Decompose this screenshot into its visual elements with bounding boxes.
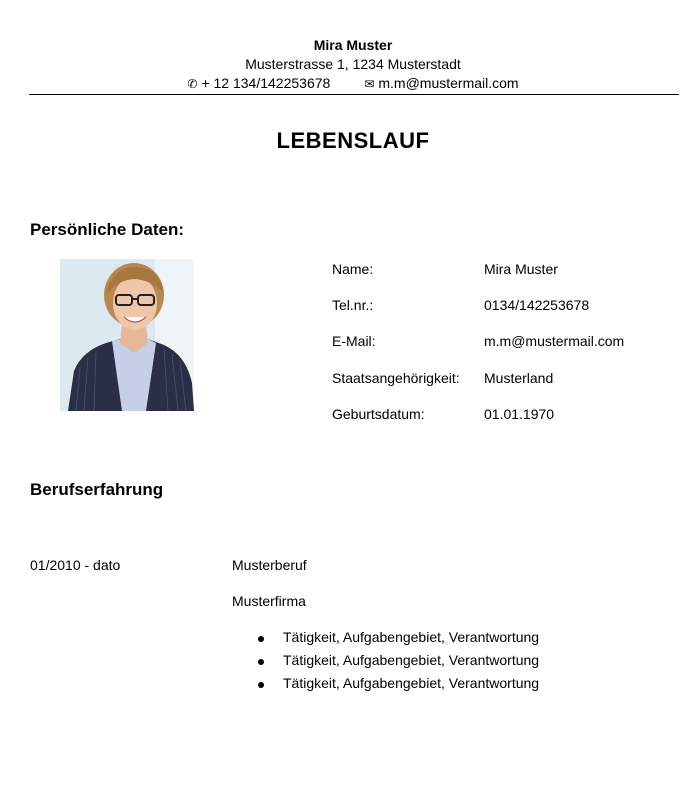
experience-duties-list [258, 629, 539, 698]
personal-label: Tel.nr.: [332, 297, 374, 313]
header-divider [29, 94, 679, 95]
personal-value: 01.01.1970 [484, 406, 555, 422]
personal-label: E-Mail: [332, 333, 376, 349]
list-item: Tätigkeit, Aufgabengebiet, Verantwortung [258, 652, 539, 675]
document-title: LEBENSLAUF [276, 128, 430, 153]
personal-value: Mira Muster [484, 261, 558, 277]
personal-value: Musterland [484, 370, 554, 386]
personal-label: Name: [332, 261, 374, 277]
header-phone: + 12 134/142253678 [201, 75, 331, 91]
envelope-icon: ✉ [364, 77, 375, 91]
section-heading-experience: Berufserfahrung [30, 480, 164, 499]
personal-value: 0134/142253678 [484, 297, 590, 313]
header-address: Musterstrasse 1, 1234 Musterstadt [245, 56, 461, 72]
phone-icon: ✆ [187, 77, 198, 91]
experience-period: 01/2010 - dato [30, 557, 121, 573]
section-heading-personal: Persönliche Daten: [30, 220, 184, 239]
personal-label: Staatsangehörigkeit: [332, 370, 460, 386]
header-contact [0, 75, 700, 91]
list-item: Tätigkeit, Aufgabengebiet, Verantwortung [258, 675, 539, 698]
experience-job-title: Musterberuf [232, 557, 307, 573]
header-name: Mira Muster [313, 37, 393, 53]
list-item: Tätigkeit, Aufgabengebiet, Verantwortung [258, 629, 539, 652]
profile-photo-illustration [60, 259, 194, 411]
experience-company: Musterfirma [232, 593, 306, 609]
header-email[interactable]: m.m@mustermail.com [378, 75, 519, 91]
personal-value[interactable]: m.m@mustermail.com [484, 333, 625, 349]
personal-label: Geburtsdatum: [332, 406, 425, 422]
profile-photo [60, 259, 194, 411]
